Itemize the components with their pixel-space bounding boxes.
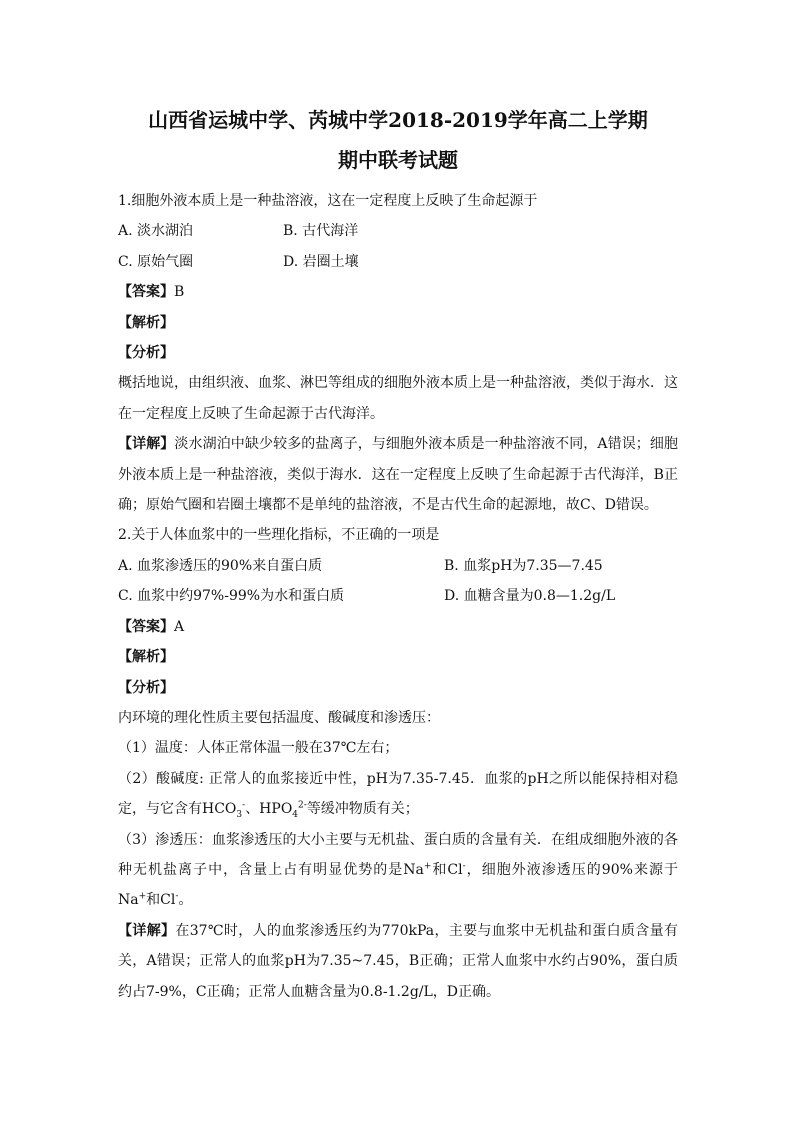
- detail-tag: 【详解】: [118, 436, 175, 453]
- detail-text: 淡水湖泊中缺少较多的盐离子，与细胞外液本质是一种盐溶液不同，A错误；细胞外液本质上是一种盐溶液，类似于海水．这在一定程度上反映了生命起源于古代海洋，B正确；原始气圈和岩圈土壤都不是单纯的盐溶液，不是古代生命的起源地，故C、D错误。: [118, 436, 679, 514]
- detail-text: 在37℃时，人的血浆渗透压约为770kPa，主要与血浆中无机盐和蛋白质含量有关，A错误；正常人的血浆pH为7.35~7.45，B正确；正常人血浆中水约占90%，蛋白质约占7-9%，C正确；正常人血糖含量为0.8-1.2g/L，D正确。: [118, 922, 679, 1000]
- question-stem: 1.细胞外液本质上是一种盐溶液，这在一定程度上反映了生命起源于: [118, 193, 538, 209]
- option-row: [118, 216, 678, 246]
- ph-text: 、HPO: [245, 801, 293, 818]
- superscript: -: [175, 891, 179, 902]
- ph-text: （2）酸碱度: 正常人的血浆接近中性，pH为7.35-7.45．血浆的pH之所以能保持相对稳定，与它含有HCO: [118, 770, 678, 818]
- fenxi-tag: 【分析】: [118, 679, 174, 696]
- ph-text: 等缓冲物质有关；: [306, 801, 419, 818]
- option-b: B. 血浆pH为7.35—7.45: [444, 557, 603, 574]
- document-page: [118, 100, 678, 1007]
- superscript: -: [462, 861, 466, 872]
- detail-paragraph: [118, 429, 678, 520]
- answer-value: B: [174, 284, 185, 301]
- option-b: B. 古代海洋: [283, 223, 359, 240]
- osmotic-text: 和Cl: [431, 861, 463, 878]
- question-stem: 2.关于人体血浆中的一些理化指标，不正确的一项是: [118, 527, 440, 544]
- option-row: [118, 581, 678, 611]
- question-2: [118, 520, 678, 1007]
- fenxi-intro: 内环境的理化性质主要包括温度、酸碱度和渗透压：: [118, 709, 440, 726]
- answer-tag: 【答案】: [118, 618, 174, 635]
- temperature-point: （1）温度：人体正常体温一般在37℃左右；: [118, 740, 399, 757]
- detail-paragraph: [118, 916, 678, 1007]
- doc-subtitle: 期中联考试题: [338, 148, 458, 172]
- fenxi-tag: 【分析】: [118, 345, 174, 362]
- analysis-tag: 【解析】: [118, 314, 174, 331]
- detail-tag: 【详解】: [118, 922, 176, 939]
- question-1: [118, 186, 678, 520]
- answer-line: [118, 612, 678, 642]
- doc-title: 山西省运城中学、芮城中学2018-2019学年高二上学期: [148, 108, 648, 132]
- option-c: C. 原始气圈: [118, 253, 194, 270]
- analysis-tag: 【解析】: [118, 649, 174, 666]
- option-a: A. 血浆渗透压的90%来自蛋白质: [118, 557, 323, 574]
- option-c: C. 血浆中约97%-99%为水和蛋白质: [118, 588, 345, 605]
- osmotic-text: （3）渗透压：血浆渗透压的大小主要与无机盐、蛋白质的含量有关．在组成细胞外液的各种无机盐离子中，含量上占有明显优势的是Na: [118, 831, 678, 878]
- osmotic-text: 和Cl: [146, 892, 176, 909]
- osmotic-text: 。: [178, 892, 193, 909]
- superscript: -: [242, 800, 246, 811]
- option-row: [118, 247, 678, 277]
- answer-tag: 【答案】: [118, 284, 174, 301]
- option-row: [118, 551, 678, 581]
- osmotic-point: [118, 825, 678, 916]
- superscript: +: [138, 891, 147, 902]
- subscript: 4: [292, 809, 299, 820]
- option-d: D. 血糖含量为0.8—1.2g/L: [444, 588, 616, 605]
- ph-point: [118, 764, 678, 825]
- option-a: A. 淡水湖泊: [118, 223, 194, 240]
- subscript: 3: [236, 809, 243, 820]
- superscript: +: [423, 861, 432, 872]
- option-d: D. 岩圈土壤: [283, 253, 359, 270]
- answer-value: A: [174, 618, 185, 635]
- superscript: 2-: [298, 800, 307, 811]
- fenxi-text: 概括地说，由组织液、血浆、淋巴等组成的细胞外液本质上是一种盐溶液，类似于海水．这在一定程度上反映了生命起源于古代海洋。: [118, 375, 678, 422]
- osmotic-text: ，细胞外液渗透压的90%来源于Na: [118, 861, 678, 909]
- answer-line: [118, 277, 678, 307]
